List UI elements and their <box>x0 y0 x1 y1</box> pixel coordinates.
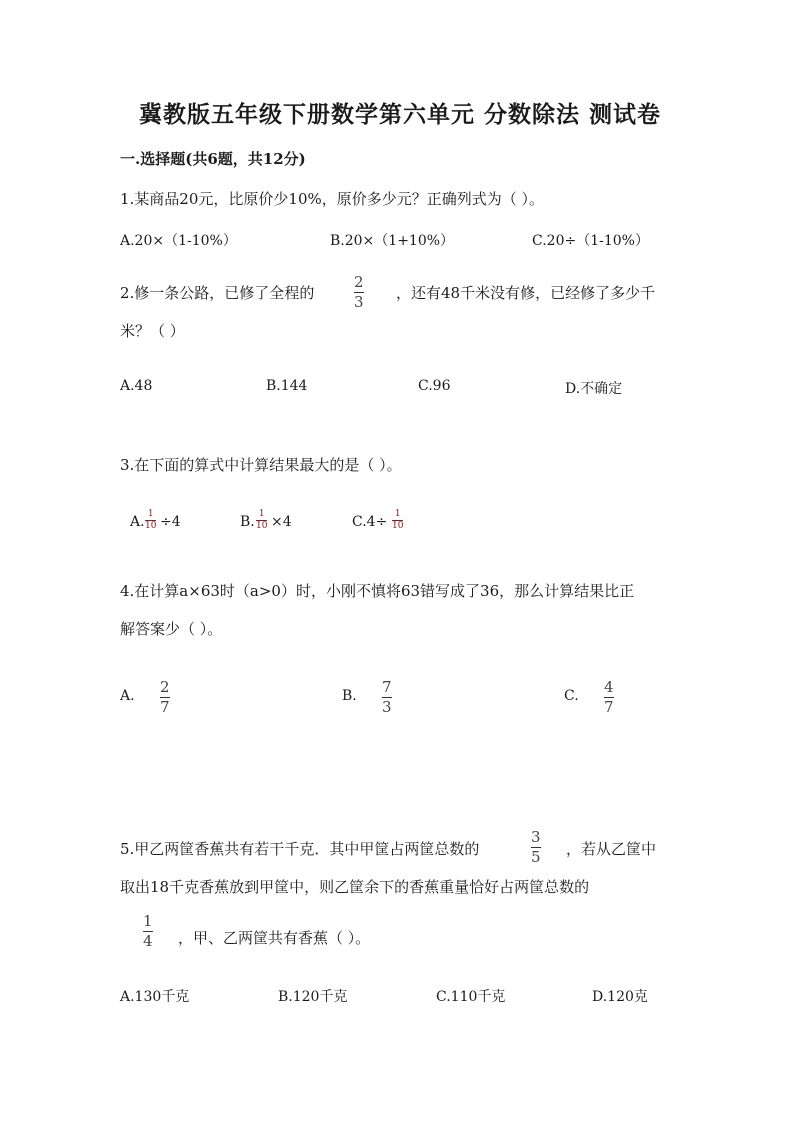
question-2-fraction <box>354 275 364 310</box>
question-4-option-b-label: B. <box>342 688 357 704</box>
question-2-option-b: B.144 <box>266 378 308 394</box>
fraction-numerator: 1 <box>394 509 401 519</box>
question-3-option-c-fraction <box>392 510 403 531</box>
fraction-numerator: 2 <box>354 273 364 291</box>
fraction-numerator: 1 <box>147 509 154 519</box>
question-4-option-a-label: A. <box>120 688 135 704</box>
question-5-text-before: 5.甲乙两筐香蕉共有若干千克．其中甲筐占两筐总数的 <box>120 840 480 858</box>
page-title: 冀教版五年级下册数学第六单元 分数除法 测试卷 <box>138 101 661 128</box>
question-3-option-b-label: B. <box>240 514 255 530</box>
question-5-text-after: ，若从乙筐中 <box>566 840 657 858</box>
fraction-denominator: 7 <box>604 698 614 716</box>
question-5-line-2: 取出18千克香蕉放到甲筐中，则乙筐余下的香蕉重量恰好占两筐总数的 <box>120 878 590 896</box>
question-3-option-b-rest: ×4 <box>271 514 292 530</box>
question-1-text: 1.某商品20元，比原价少10%，原价多少元？正确列式为（ ）。 <box>120 190 545 208</box>
fraction-denominator: 5 <box>531 848 541 866</box>
question-5-option-a: A.130千克 <box>120 989 190 1005</box>
question-3-text: 3.在下面的算式中计算结果最大的是（ ）。 <box>120 456 402 474</box>
question-2-text-before: 2.修一条公路，已修了全程的 <box>120 284 315 302</box>
fraction-numerator: 7 <box>382 678 392 696</box>
question-2-line-2: 米？（ ） <box>120 322 185 340</box>
question-5-option-d: D.120克 <box>592 989 648 1005</box>
fraction-denominator: 10 <box>256 521 268 531</box>
question-4-option-a-fraction <box>160 680 170 715</box>
question-3-option-a-fraction <box>145 510 156 531</box>
question-4-option-c-fraction <box>604 680 614 715</box>
question-5-fraction-1 <box>531 830 541 865</box>
question-3-option-a-label: A. <box>130 514 145 530</box>
fraction-denominator: 7 <box>160 698 170 716</box>
question-3-option-a-rest: ÷4 <box>160 514 181 530</box>
section-heading: 一.选择题(共6题，共12分) <box>120 150 306 168</box>
fraction-numerator: 3 <box>531 828 541 846</box>
fraction-numerator: 2 <box>160 678 170 696</box>
question-5-line-3: ，甲、乙两筐共有香蕉（ ）。 <box>178 929 371 947</box>
fraction-denominator: 3 <box>382 698 392 716</box>
question-4-line-1: 4.在计算a×63时（a>0）时，小刚不慎将63错写成了36，那么计算结果比正 <box>120 582 635 600</box>
question-4-option-b-fraction <box>382 680 392 715</box>
question-5-option-b: B.120千克 <box>278 989 348 1005</box>
question-4-option-c-label: C. <box>564 688 579 704</box>
question-2-option-d: D.不确定 <box>565 381 623 397</box>
question-5-fraction-2 <box>143 914 153 949</box>
fraction-denominator: 4 <box>143 932 153 950</box>
question-2-option-c: C.96 <box>418 378 451 394</box>
fraction-numerator: 1 <box>258 509 265 519</box>
question-2-option-a: A.48 <box>120 378 153 394</box>
fraction-numerator: 4 <box>604 678 614 696</box>
fraction-denominator: 3 <box>354 293 364 311</box>
question-2-text-after: ，还有48千米没有修，已经修了多少千 <box>396 284 656 302</box>
question-3-option-b-fraction <box>256 510 267 531</box>
question-4-line-2: 解答案少（ ）。 <box>120 620 223 638</box>
question-3-option-c-label: C.4÷ <box>352 514 388 530</box>
question-1-option-b: B.20×（1+10%） <box>330 233 455 249</box>
question-1-option-a: A.20×（1-10%） <box>120 233 237 249</box>
question-1-option-c: C.20÷（1-10%） <box>532 233 649 249</box>
question-5-option-c: C.110千克 <box>436 989 506 1005</box>
fraction-denominator: 10 <box>145 521 157 531</box>
fraction-numerator: 1 <box>143 912 153 930</box>
fraction-denominator: 10 <box>392 521 404 531</box>
